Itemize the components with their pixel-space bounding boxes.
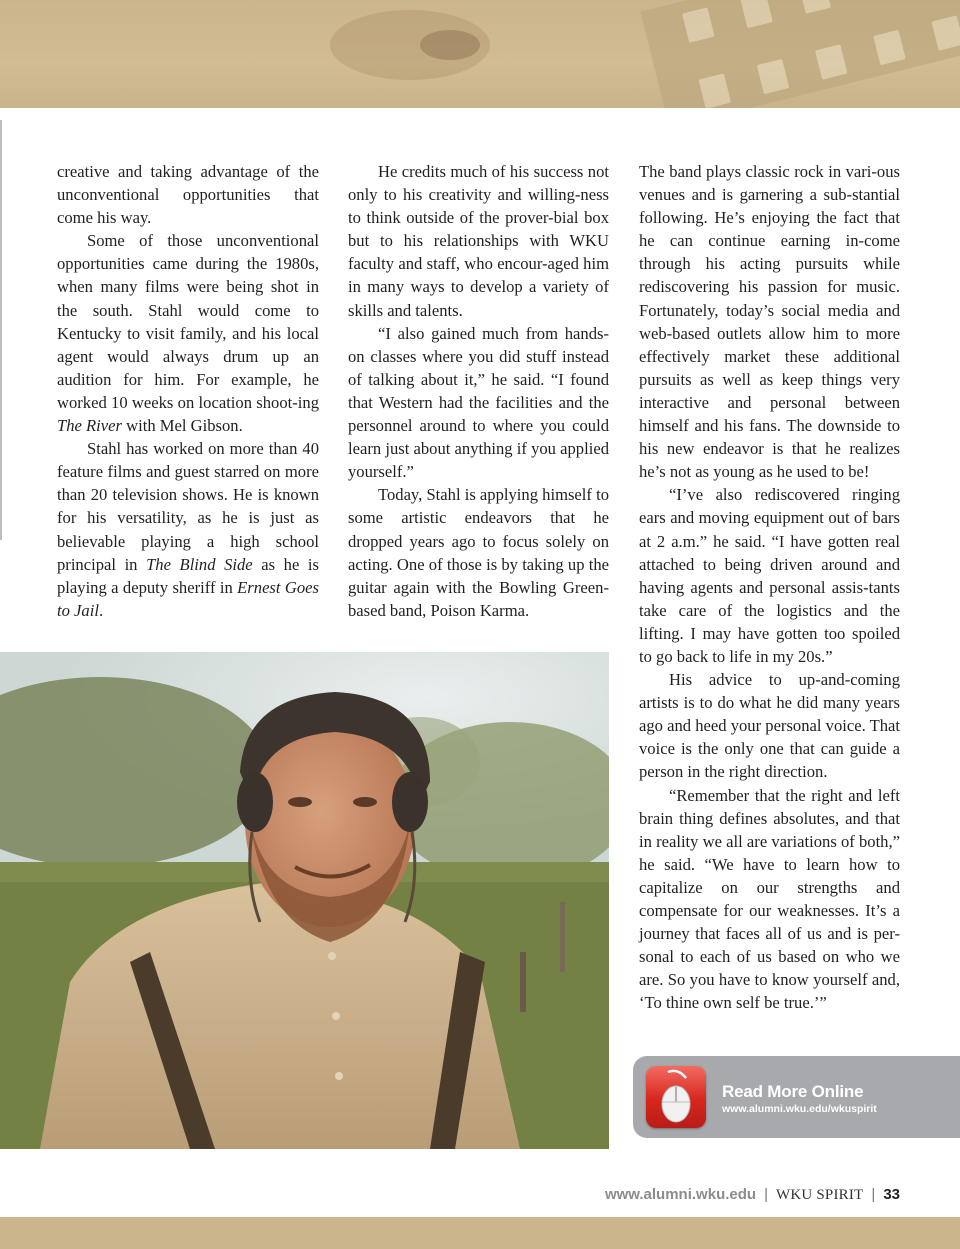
footer-publication: WKU SPIRIT [775,1187,864,1203]
banner-texture [420,30,480,60]
read-more-title: Read More Online [722,1082,864,1101]
paragraph: Today, Stahl is applying himself to some artistic endeavors that he dropped years ago to focus solely on acting. One of those is by taking up the guitar again with the Bowling Green-based band, Poison Karma. [348,485,609,620]
paragraph: Stahl has worked on more than 40 feature films and guest starred on more than 20 television shows. He is known for his versatility, as he is just as believable playing a high school principal in The Blind Side as he is playing a deputy sheriff in Ernest Goes to Jail. [57,439,319,620]
bottom-bar [0,1217,960,1249]
paragraph: He credits much of his success not only to his creativity and willing-ness to think outside of the prover-bial box but to his relationships with WKU faculty and staff, who encour-aged him in many ways to develop a variety of skills and talents. [348,162,609,320]
paragraph: His advice to up-and-coming artists is to do what he did many years ago and heed your personal voice. That voice is the only one that can guide a person in the right direction. [639,670,900,782]
footer-separator: | [764,1186,768,1203]
footer-site-link[interactable]: www.alumni.wku.edu [604,1186,757,1203]
page-number: 33 [883,1186,900,1203]
paragraph: creative and taking advantage of the unconventional opportunities that come his way. [57,162,319,228]
read-more-online-banner[interactable] [633,1056,960,1138]
film-title: The Blind Side [146,554,253,574]
top-banner [0,0,960,108]
read-more-url[interactable]: www.alumni.wku.edu/wkuspirit [722,1103,877,1115]
paragraph: “I’ve also rediscovered ringing ears and moving equipment out of bars at 2 a.m.” he said. “I have gotten real attached to being driven around and having agents and personal assis-tants take care of the logistics and the lifting. I may have gotten too spoiled to go back to life in my 20s.” [639,485,900,666]
page-footer [605,1186,900,1204]
article-column-3 [639,160,900,1014]
actor-photo [0,652,609,1149]
article-column-1 [57,160,319,622]
paragraph: The band plays classic rock in vari-ous venues and is garnering a sub-stantial following. He’s enjoying the fact that he can continue earning in-come through his acting pursuits while rediscovering his passion for music. Fortunately, today’s social media and web-based outlets allow him to more effectively market these additional pursuits as well as keep things very interactive and personal between himself and his fans. The downside to his new endeavor is that he realizes he’s not as young as he used to be! [639,162,900,482]
paragraph: “Remember that the right and left brain thing defines absolutes, and that in reality we all are variations of both,” he said. “We have to learn how to capitalize on our strengths and compensate for our weaknesses. It’s a journey that faces all of us and is per-sonal to each of us based on who we are. So you have to know yourself and, ‘To thine own self be true.’” [639,785,900,1013]
article-column-2 [348,160,609,622]
paragraph: “I also gained much from hands-on classes where you did stuff instead of talking about it,” he said. “I found that Western had the facilities and the personnel around to where you could learn just about anything if you applied yourself.” [348,323,609,482]
film-title: Ernest Goes to Jail [57,577,319,620]
computer-mouse-icon [646,1066,706,1128]
paragraph: Some of those unconventional opportunities came during the 1980s, when many films were being shot in the south. Stahl would come to Kentucky to visit family, and his local agent would always drum up an audition for him. For example, he worked 10 weeks on location shoot-ing The River with Mel Gibson. [57,231,319,436]
film-strip-graphic [640,0,960,108]
left-rule [0,120,2,540]
film-title: The River [57,416,122,436]
footer-separator: | [871,1186,876,1203]
